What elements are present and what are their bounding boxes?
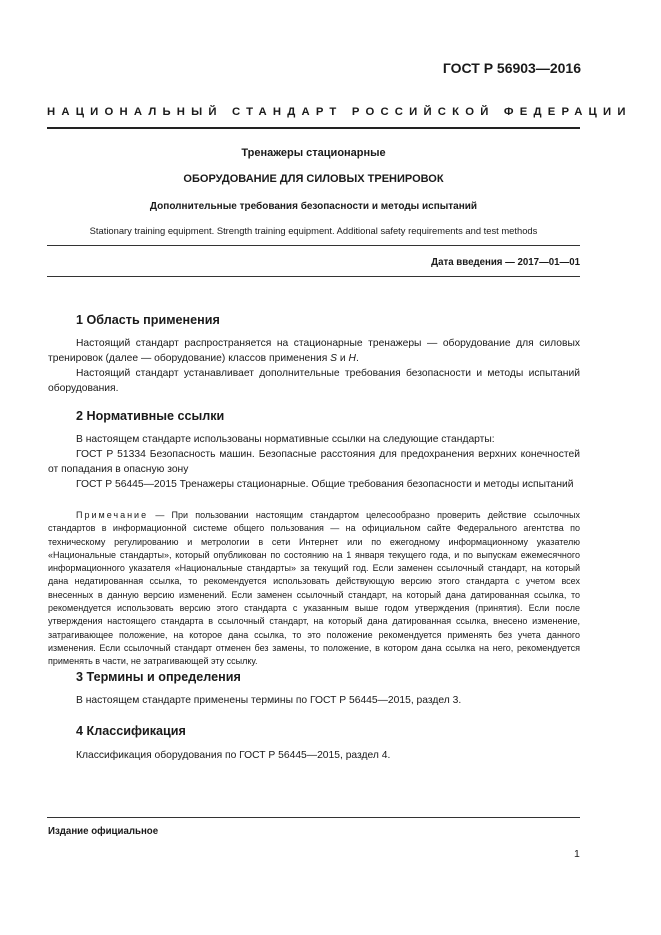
section-1-paragraph-2 (48, 366, 580, 396)
period: . (355, 353, 359, 364)
section-2-heading: 2 Нормативные ссылки (76, 409, 225, 423)
section-4-paragraph-1 (48, 748, 580, 763)
title-divider (47, 245, 580, 246)
and-text: и (337, 353, 349, 364)
section-4-heading: 4 Классификация (76, 724, 186, 738)
reference-1-text: ГОСТ Р 51334 Безопасность машин. Безопасные расстояния для предохранения верхних конечностей от попадания в опасную зону (48, 449, 580, 475)
class-s: S (330, 353, 338, 364)
section-2-text: В настоящем стандарте использованы нормативные ссылки на следующие стандарты: (76, 434, 495, 445)
intro-date: Дата введения — 2017—01—01 (431, 257, 580, 268)
class-h: H (348, 353, 356, 364)
section-1-text-2: Настоящий стандарт устанавливает дополнительные требования безопасности и методы испытаний оборудования. (48, 368, 580, 394)
reference-2-text: ГОСТ Р 56445—2015 Тренажеры стационарные. Общие требования безопасности и методы испытаний (76, 479, 574, 490)
date-divider (47, 276, 580, 277)
note-text: — При пользовании настоящим стандартом целесообразно проверить действие ссылочных стандартов в информационной системе общего пользования — на официальном сайте Федерального агентства по техническому регулированию и метрологии в сети Интернет или по ежегодному информационному указателю «Национальные стандарты», который опубликован по состоянию на 1 января текущего года, и по выпускам ежемесячного информационного указателя «Национальные стандарты» за текущий год. Если заменен ссылочный стандарт, на который дана недатированная ссылка, то рекомендуется использовать действующую версию этого стандарта с учетом всех внесенных в данную версию изменений. Если заменен ссылочный стандарт, на который дана датированная ссылка, то рекомендуется использовать версию этого стандарта с указанным выше годом утверждения (принятия). Если после утверждения настоящего стандарта в ссылочный стандарт, на который дана датированная ссылка, внесено изменение, затрагивающее положение, на которое дана ссылка, то это положение рекомендуется применять без учета данного изменения. Если ссылочный стандарт отменен без замены, то положение, в котором дана ссылка на него, рекомендуется применять в части, не затрагивающей эту ссылку. (48, 510, 580, 667)
section-1-text: Настоящий стандарт распространяется на стационарные тренажеры — оборудование для силовых тренировок (далее — оборудование) классов применения (48, 338, 580, 364)
national-standard-banner: НАЦИОНАЛЬНЫЙ СТАНДАРТ РОССИЙСКОЙ ФЕДЕРАЦИИ (47, 106, 632, 118)
page-number: 1 (574, 848, 580, 860)
title-english: Stationary training equipment. Strength training equipment. Additional safety requirements and test methods (89, 225, 538, 236)
reference-2 (48, 477, 580, 492)
section-3-paragraph-1 (48, 693, 580, 708)
section-2-paragraph-1 (48, 432, 580, 447)
section-4-text: Классификация оборудования по ГОСТ Р 56445—2015, раздел 4. (76, 750, 391, 761)
section-1-paragraph-1 (48, 336, 580, 366)
section-3-text: В настоящем стандарте применены термины по ГОСТ Р 56445—2015, раздел 3. (76, 695, 462, 706)
title-subtitle: Тренажеры стационарные (241, 147, 386, 159)
section-3-heading: 3 Термины и определения (76, 670, 241, 684)
header-divider (47, 127, 580, 129)
note (48, 509, 580, 669)
document-number: ГОСТ Р 56903—2016 (442, 60, 581, 76)
section-1-heading: 1 Область применения (76, 313, 220, 327)
note-label: Примечание (76, 510, 149, 520)
reference-1 (48, 447, 580, 477)
title-extra: Дополнительные требования безопасности и методы испытаний (149, 201, 478, 212)
footer-divider (47, 817, 580, 818)
edition-label: Издание официальное (48, 826, 159, 837)
title-main: ОБОРУДОВАНИЕ ДЛЯ СИЛОВЫХ ТРЕНИРОВОК (183, 173, 444, 185)
